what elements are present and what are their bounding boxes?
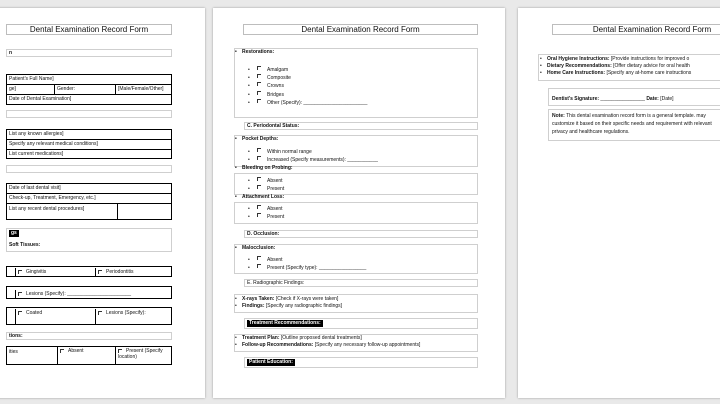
checkbox-icon[interactable] [60, 349, 64, 353]
malocclusion-heading-list [235, 245, 475, 252]
plan-label: Treatment Plan: [242, 335, 280, 341]
attachment-label: • Attachment Loss: [235, 194, 475, 201]
findings-item [235, 303, 475, 310]
pocket-depths-label: • Pocket Depths: [235, 136, 475, 143]
option-other[interactable]: • Other (Specify): _______________________ [247, 99, 467, 107]
option-malocclusion-absent[interactable]: • Absent [247, 256, 467, 264]
followup-value: [Specify any necessary follow-up appointments] [314, 342, 421, 348]
periodontitis-label: Periodontitis [106, 269, 134, 275]
findings-label: Findings: [242, 303, 265, 309]
coated-cell [15, 309, 85, 325]
signature-field[interactable]: ________________ [600, 96, 645, 102]
gingivitis-cell [15, 268, 85, 276]
occlusion-heading: D. Occlusion: [244, 230, 478, 238]
coated-label: Coated [26, 310, 43, 316]
treatment-plan-item [235, 335, 475, 342]
absent-label: Absent [68, 348, 84, 354]
followup-item [235, 342, 475, 349]
section-patient-info: n [6, 49, 172, 57]
exam-date-cell: Date of Dental Examination] [9, 96, 72, 102]
present-cell [115, 347, 172, 365]
lesions-label: Lesions (Specify): _______________________ [26, 291, 132, 297]
bleeding-heading-list [235, 165, 475, 172]
education-list [540, 56, 720, 77]
homecare-label: Home Care Instructions: [547, 70, 606, 76]
option-attachment-present[interactable]: • Present [247, 213, 467, 221]
document-page-2 [213, 8, 505, 398]
option-composite[interactable]: • Composite [247, 74, 467, 82]
patient-name-cell: Patient's Full Name] [9, 76, 54, 82]
option-amalgam[interactable]: • Amalgam [247, 66, 467, 74]
date-field[interactable]: [Date] [660, 96, 674, 102]
restorations-label: • Restorations: [235, 49, 475, 56]
checkbox-icon[interactable] [98, 270, 102, 274]
checkbox-icon[interactable] [18, 270, 22, 274]
page-title: Dental Examination Record Form [243, 24, 478, 35]
findings-heading: gs [11, 230, 17, 236]
homecare-item [540, 70, 720, 77]
xray-list [235, 296, 475, 310]
education-heading: Patient Education: [249, 359, 293, 365]
date-label: Date: [646, 96, 659, 102]
findings-value: [Specify any radiographic findings] [265, 303, 343, 309]
checkbox-icon[interactable] [98, 311, 102, 315]
plan-value: [Outline proposed dental treatments] [280, 335, 362, 341]
lesions2-cell [95, 309, 172, 325]
document-page-3 [518, 8, 720, 398]
cavities-table [6, 346, 172, 365]
procedures-cell: List any recent dental procedures] [9, 206, 85, 212]
option-attachment-absent[interactable]: • Absent [247, 205, 467, 213]
periodontitis-cell [95, 268, 172, 276]
radiographic-heading: E. Radiographic Findings: [244, 279, 478, 287]
diet-label: Dietary Recommendations: [547, 63, 612, 69]
diet-value: [Offer dietary advice for oral health [613, 63, 690, 69]
medical-history-table [6, 129, 172, 159]
diet-item [540, 63, 720, 70]
periodontal-status-heading: C. Periodontal Status: [244, 122, 478, 130]
lesions-table [6, 286, 172, 299]
option-bleeding-absent[interactable]: • Absent [247, 177, 467, 185]
malocclusion-label: • Malocclusion: [235, 245, 475, 252]
reason-cell: Check-up, Treatment, Emergency, etc.] [9, 195, 96, 201]
absent-cell [57, 347, 115, 365]
document-page-1 [0, 8, 205, 398]
treatment-heading-box [244, 318, 478, 329]
section-hard-tissues: tions: [6, 332, 172, 340]
xrays-value: [Check if X-rays were taken] [275, 296, 339, 302]
option-bridges[interactable]: • Bridges [247, 91, 467, 99]
bleeding-options [247, 177, 467, 193]
section-findings [6, 228, 172, 252]
option-malocclusion-present[interactable]: • Present (Specify type): _________________ [247, 264, 467, 272]
cavities-cell: ities [9, 349, 18, 355]
page-title: Dental Examination Record Form [552, 24, 720, 35]
soft-tissues-label: Soft Tissues: [9, 242, 41, 248]
pocket-heading-list [235, 136, 475, 143]
gingivitis-label: Gingivitis [26, 269, 47, 275]
lesions-cell [15, 290, 172, 299]
treatment-list [235, 335, 475, 349]
conditions-cell: Specify any relevant medical conditions] [9, 141, 98, 147]
procedures-extra-cell [117, 204, 173, 220]
hygiene-value: [Provide instructions for improved o [610, 56, 690, 62]
age-cell: ge] [9, 86, 16, 92]
allergies-cell: List any known allergies] [9, 131, 64, 137]
homecare-value: [Specify any at-home care instructions [606, 70, 692, 76]
option-crowns[interactable]: • Crowns [247, 82, 467, 90]
xrays-item [235, 296, 475, 303]
malocclusion-options [247, 256, 467, 272]
option-normal-range[interactable]: • Within normal range [247, 148, 467, 156]
gender-label-cell: Gender: [54, 85, 114, 94]
note-paragraph [552, 112, 720, 136]
followup-label: Follow-up Recommendations: [242, 342, 314, 348]
medications-cell: List current medications] [9, 151, 64, 157]
education-heading-box [244, 357, 478, 368]
hygiene-item [540, 56, 720, 63]
restorations-options [247, 66, 467, 107]
attachment-heading-list [235, 194, 475, 201]
xrays-label: X-rays Taken: [242, 296, 275, 302]
present-label: Present (Specify location) [118, 348, 163, 360]
page-title: Dental Examination Record Form [6, 24, 172, 35]
signature-line [552, 96, 720, 103]
pocket-options [247, 148, 467, 164]
treatment-heading: Treatment Recommendations: [249, 320, 321, 326]
gender-options-cell: [Male/Female/Other] [115, 85, 172, 94]
dental-history-table [6, 183, 172, 220]
hygiene-label: Oral Hygiene Instructions: [547, 56, 610, 62]
last-visit-cell: Date of last dental visit] [9, 185, 61, 191]
note-label: Note: [552, 113, 565, 119]
checkbox-icon[interactable] [18, 292, 22, 296]
bleeding-label: • Bleeding on Probing: [235, 165, 475, 172]
signature-label: Dentist's Signature: [552, 96, 600, 102]
restorations-heading-list [235, 49, 475, 56]
note-text: This dental examination record form is a general template. may customize it based on their specific needs and requirement with relevant privacy and healthcare regulations. [552, 113, 712, 135]
checkbox-icon[interactable] [118, 349, 122, 353]
section-dental-history [6, 165, 172, 173]
patient-info-table [6, 74, 172, 105]
attachment-options [247, 205, 467, 221]
lesions2-label: Lesions (Specify): [106, 310, 146, 316]
gingiva-table [6, 266, 172, 277]
option-bleeding-present[interactable]: • Present [247, 185, 467, 193]
tongue-table [6, 307, 172, 325]
checkbox-icon[interactable] [18, 311, 22, 315]
section-medical-history [6, 110, 172, 118]
option-increased[interactable]: • Increased (Specify measurements): ___________ [247, 156, 467, 164]
